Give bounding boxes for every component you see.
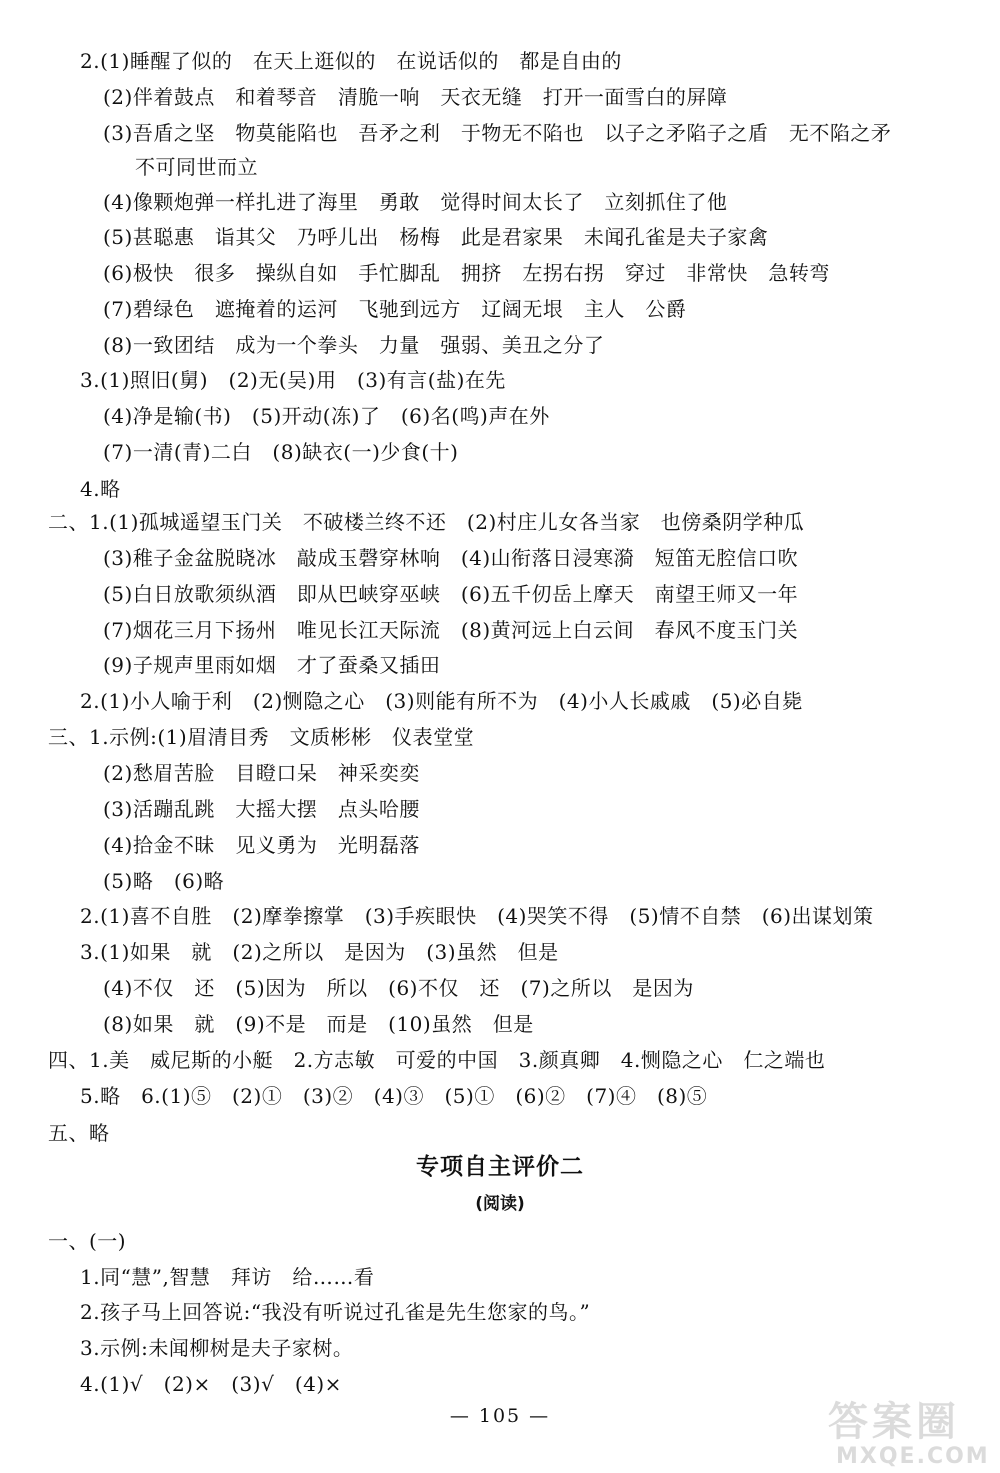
answer-line: (3)稚子金盆脱晓冰 敲成玉磬穿林响 (4)山衔落日浸寒漪 短笛无腔信口吹 [103, 546, 799, 570]
answer-line: (4)像颗炮弹一样扎进了海里 勇敢 觉得时间太长了 立刻抓住了他 [103, 190, 728, 214]
watermark-logo-url: MXQE.COM [836, 1444, 990, 1469]
answer-line: 3.(1)如果 就 (2)之所以 是因为 (3)虽然 但是 [80, 940, 559, 964]
answer-line: (4)拾金不昧 见义勇为 光明磊落 [103, 833, 420, 857]
watermark-logo [808, 1400, 998, 1472]
answer-line: 一、(一) [48, 1229, 127, 1253]
answer-line: 5.略 6.(1)⑤ (2)① (3)② (4)③ (5)① (6)② (7)④ (8)⑤ [80, 1084, 708, 1108]
answer-line: (4)不仅 还 (5)因为 所以 (6)不仅 还 (7)之所以 是因为 [103, 976, 694, 1000]
answer-line: 3.示例:未闻柳树是夫子家树。 [80, 1336, 354, 1360]
answer-line: 2.孩子马上回答说:“我没有听说过孔雀是先生您家的鸟。” [80, 1300, 591, 1324]
answer-line: (7)一清(青)二白 (8)缺衣(一)少食(十) [103, 440, 459, 464]
answer-line: (7)烟花三月下扬州 唯见长江天际流 (8)黄河远上白云间 春风不度玉门关 [103, 618, 799, 642]
answer-line: (2)伴着鼓点 和着琴音 清脆一响 天衣无缝 打开一面雪白的屏障 [103, 85, 728, 109]
answer-line: 不可同世而立 [135, 155, 258, 179]
section-subtitle: (阅读) [475, 1194, 525, 1214]
answer-line: 三、1.示例:(1)眉清目秀 文质彬彬 仪表堂堂 [48, 725, 475, 749]
page-number: — 105 — [449, 1405, 551, 1427]
section-title: 专项自主评价二 [416, 1154, 584, 1180]
answer-line: 五、略 [48, 1121, 110, 1145]
answer-line: (4)净是输(书) (5)开动(冻)了 (6)名(鸣)声在外 [103, 404, 550, 428]
answer-line: 1.同“慧”,智慧 拜访 给……看 [80, 1265, 375, 1289]
answer-line: 二、1.(1)孤城遥望玉门关 不破楼兰终不还 (2)村庄儿女各当家 也傍桑阴学种瓜 [48, 510, 805, 534]
answer-line: (2)愁眉苦脸 目瞪口呆 神采奕奕 [103, 761, 420, 785]
answer-line: 4.略 [80, 477, 121, 501]
answer-line: (5)白日放歌须纵酒 即从巴峡穿巫峡 (6)五千仞岳上摩天 南望王师又一年 [103, 582, 799, 606]
answer-line: (8)如果 就 (9)不是 而是 (10)虽然 但是 [103, 1012, 534, 1036]
answer-line: 3.(1)照旧(舅) (2)无(吴)用 (3)有言(盐)在先 [80, 368, 506, 392]
answer-line: (3)吾盾之坚 物莫能陷也 吾矛之利 于物无不陷也 以子之矛陷子之盾 无不陷之矛 [103, 121, 892, 145]
answer-line: 2.(1)睡醒了似的 在天上逛似的 在说话似的 都是自由的 [80, 49, 622, 73]
answer-line: (7)碧绿色 遮掩着的运河 飞驰到远方 辽阔无垠 主人 公爵 [103, 297, 687, 321]
answer-line: 2.(1)喜不自胜 (2)摩拳擦掌 (3)手疾眼快 (4)哭笑不得 (5)情不自禁 (6)出谋划策 [80, 904, 874, 928]
answer-line: (8)一致团结 成为一个拳头 力量 强弱、美丑之分了 [103, 333, 605, 357]
answer-line: 四、1.美 威尼斯的小艇 2.方志敏 可爱的中国 3.颜真卿 4.恻隐之心 仁之端也 [48, 1048, 826, 1072]
answer-line: (6)极快 很多 操纵自如 手忙脚乱 拥挤 左拐右拐 穿过 非常快 急转弯 [103, 261, 830, 285]
answer-line: (5)甚聪惠 诣其父 乃呼儿出 杨梅 此是君家果 未闻孔雀是夫子家禽 [103, 225, 769, 249]
answer-line: 4.(1)√ (2)× (3)√ (4)× [80, 1372, 342, 1396]
answer-line: 2.(1)小人喻于利 (2)恻隐之心 (3)则能有所不为 (4)小人长戚戚 (5)必自毙 [80, 689, 803, 713]
answer-line: (5)略 (6)略 [103, 869, 225, 893]
answer-line: (3)活蹦乱跳 大摇大摆 点头哈腰 [103, 797, 420, 821]
watermark-logo-text: 答案圈 [828, 1399, 960, 1445]
answer-line: (9)子规声里雨如烟 才了蚕桑又插田 [103, 653, 441, 677]
